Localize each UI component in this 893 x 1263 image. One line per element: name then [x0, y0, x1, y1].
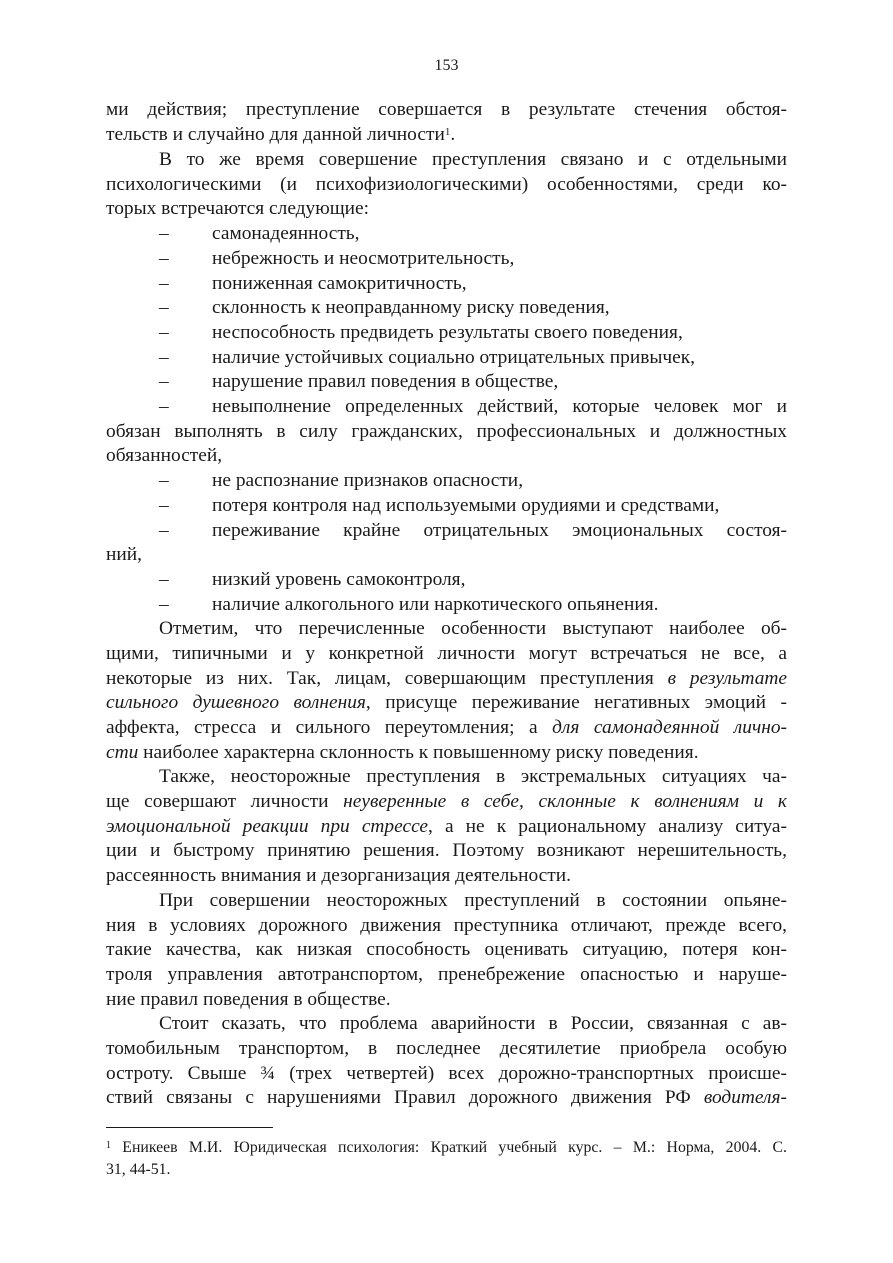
text-span: некоторые из них. Так, лицам, совершающим преступления [106, 668, 668, 689]
italic-span: в результате [667, 668, 787, 689]
list-item-text: невыполнение определенных действий, которые человек мог и [212, 396, 787, 417]
paragraph-5-line-1: Стоит сказать, что проблема аварийности в России, связанная с ав- [159, 1013, 787, 1034]
paragraph-3-line-3 [106, 815, 787, 840]
italic-span: эмоциональной реакции при стрессе [106, 816, 429, 837]
list-item-text: склонность к неоправданному риску поведения, [212, 297, 610, 318]
list-item [159, 395, 787, 420]
italic-span: сти [106, 742, 139, 763]
list-item-text: потеря контроля над используемыми орудиями и средствами, [212, 495, 720, 516]
footnote-marker: 1 [106, 1140, 111, 1151]
text-span: наиболее характерна склонность к повышенному риску поведения. [138, 742, 699, 763]
list-item-continuation: обязан выполнять в силу гражданских, профессиональных и должностных [106, 421, 787, 442]
paragraph-2-line-6 [106, 741, 787, 766]
text-span: тельств и случайно для данной личности [106, 124, 445, 145]
text-span: , присуще переживание негативных эмоций - [365, 692, 787, 713]
paragraph-0-line-1: ми действия; преступление совершается в результате стечения обстоя- [106, 99, 787, 120]
list-dash: – [159, 594, 169, 615]
paragraph-3-line-2 [106, 790, 787, 815]
text-span: ще совершают личности [106, 791, 344, 812]
list-item [159, 568, 787, 593]
list-dash: – [159, 470, 169, 491]
list-item [159, 247, 787, 272]
list-item [159, 370, 787, 395]
text-span: аффекта, стресса и сильного переутомления; а [106, 717, 553, 738]
list-dash: – [159, 495, 169, 516]
footnote-line-1 [106, 1138, 787, 1158]
paragraph-2-line-3 [106, 667, 787, 692]
list-dash: – [159, 223, 169, 244]
list-dash: – [159, 396, 169, 417]
footnote-line-2: 31, 44-51. [106, 1161, 171, 1178]
list-item-text: неспособность предвидеть результаты своего поведения, [212, 322, 683, 343]
list-item [159, 272, 787, 297]
paragraph-2-line-1: Отметим, что перечисленные особенности выступают наиболее об- [159, 618, 787, 639]
list-item [159, 593, 787, 618]
list-item-text: небрежность и неосмотрительность, [212, 248, 515, 269]
paragraph-4-line-3: такие качества, как низкая способность оценивать ситуацию, потеря кон- [106, 939, 787, 960]
list-item-text: нарушение правил поведения в обществе, [212, 371, 559, 392]
list-item [159, 469, 787, 494]
paragraph-1-line-2: психологическими (и психофизиологическими) особенностями, среди ко- [106, 174, 787, 195]
italic-span: неуверенные в себе, склонные к волнениям и к [343, 791, 787, 812]
list-item-text: наличие устойчивых социально отрицательных привычек, [212, 347, 696, 368]
paragraph-3-line-1: Также, неосторожные преступления в экстремальных ситуациях ча- [159, 766, 787, 787]
list-item [159, 321, 787, 346]
paragraph-3-line-5: рассеянность внимания и дезорганизация деятельности. [106, 865, 571, 886]
list-item [159, 346, 787, 371]
paragraph-4-line-2: ния в условиях дорожного движения преступника отличают, прежде всего, [106, 915, 787, 936]
paragraph-1-line-1: В то же время совершение преступления связано и с отдельными [159, 149, 787, 170]
paragraph-5-line-2: томобильным транспортом, в последнее десятилетие приобрела особую [106, 1038, 787, 1059]
italic-span: для самонадеянной лично- [552, 717, 787, 738]
footnote-separator [106, 1127, 273, 1128]
list-item [159, 494, 787, 519]
list-item-continuation: ний, [106, 544, 142, 565]
page-number: 153 [434, 57, 459, 74]
text-span: . [450, 124, 456, 145]
list-dash: – [159, 273, 169, 294]
list-item-text: пониженная самокритичность, [212, 273, 467, 294]
list-dash: – [159, 371, 169, 392]
paragraph-2-line-2: щими, типичными и у конкретной личности могут встречаться не все, а [106, 643, 787, 664]
list-item-text: переживание крайне отрицательных эмоциональных состоя- [212, 520, 787, 541]
list-item-text: низкий уровень самоконтроля, [212, 569, 466, 590]
text-span: Еникеев М.И. Юридическая психология: Краткий учебный курс. – М.: Норма, 2004. С. [111, 1139, 787, 1156]
list-dash: – [159, 520, 169, 541]
list-dash: – [159, 322, 169, 343]
list-item-text: самонадеянность, [212, 223, 360, 244]
text-span: ствий связаны с нарушениями Правил дорожного движения РФ [106, 1087, 704, 1108]
list-item-text: не распознание признаков опасности, [212, 470, 524, 491]
italic-span: водителя- [703, 1087, 787, 1108]
footnote-reference[interactable]: 1 [444, 126, 451, 138]
paragraph-3-line-4: ции и быстрому принятию решения. Поэтому возникают нерешительность, [106, 840, 787, 861]
paragraph-2-line-5 [106, 716, 787, 741]
list-item-continuation: обязанностей, [106, 445, 223, 466]
list-item [159, 296, 787, 321]
italic-span: сильного душевного волнения [106, 692, 366, 713]
list-dash: – [159, 297, 169, 318]
paragraph-5-line-3: остроту. Свыше ¾ (трех четвертей) всех дорожно-транспортных происше- [106, 1063, 787, 1084]
paragraph-5-line-4 [106, 1086, 787, 1111]
paragraph-1-line-3: торых встречаются следующие: [106, 198, 370, 219]
list-dash: – [159, 347, 169, 368]
paragraph-2-line-4 [106, 691, 787, 716]
list-dash: – [159, 569, 169, 590]
list-item [159, 519, 787, 544]
paragraph-4-line-4: троля управления автотранспортом, пренебрежение опасностью и наруше- [106, 964, 787, 985]
list-item-text: наличие алкогольного или наркотического опьянения. [212, 594, 659, 615]
paragraph-4-line-1: При совершении неосторожных преступлений в состоянии опьяне- [159, 890, 787, 911]
text-span: , а не к рациональному анализу ситуа- [428, 816, 787, 837]
list-dash: – [159, 248, 169, 269]
paragraph-0-line-2 [106, 123, 787, 148]
list-item [159, 222, 787, 247]
paragraph-4-line-5: ние правил поведения в обществе. [106, 989, 391, 1010]
